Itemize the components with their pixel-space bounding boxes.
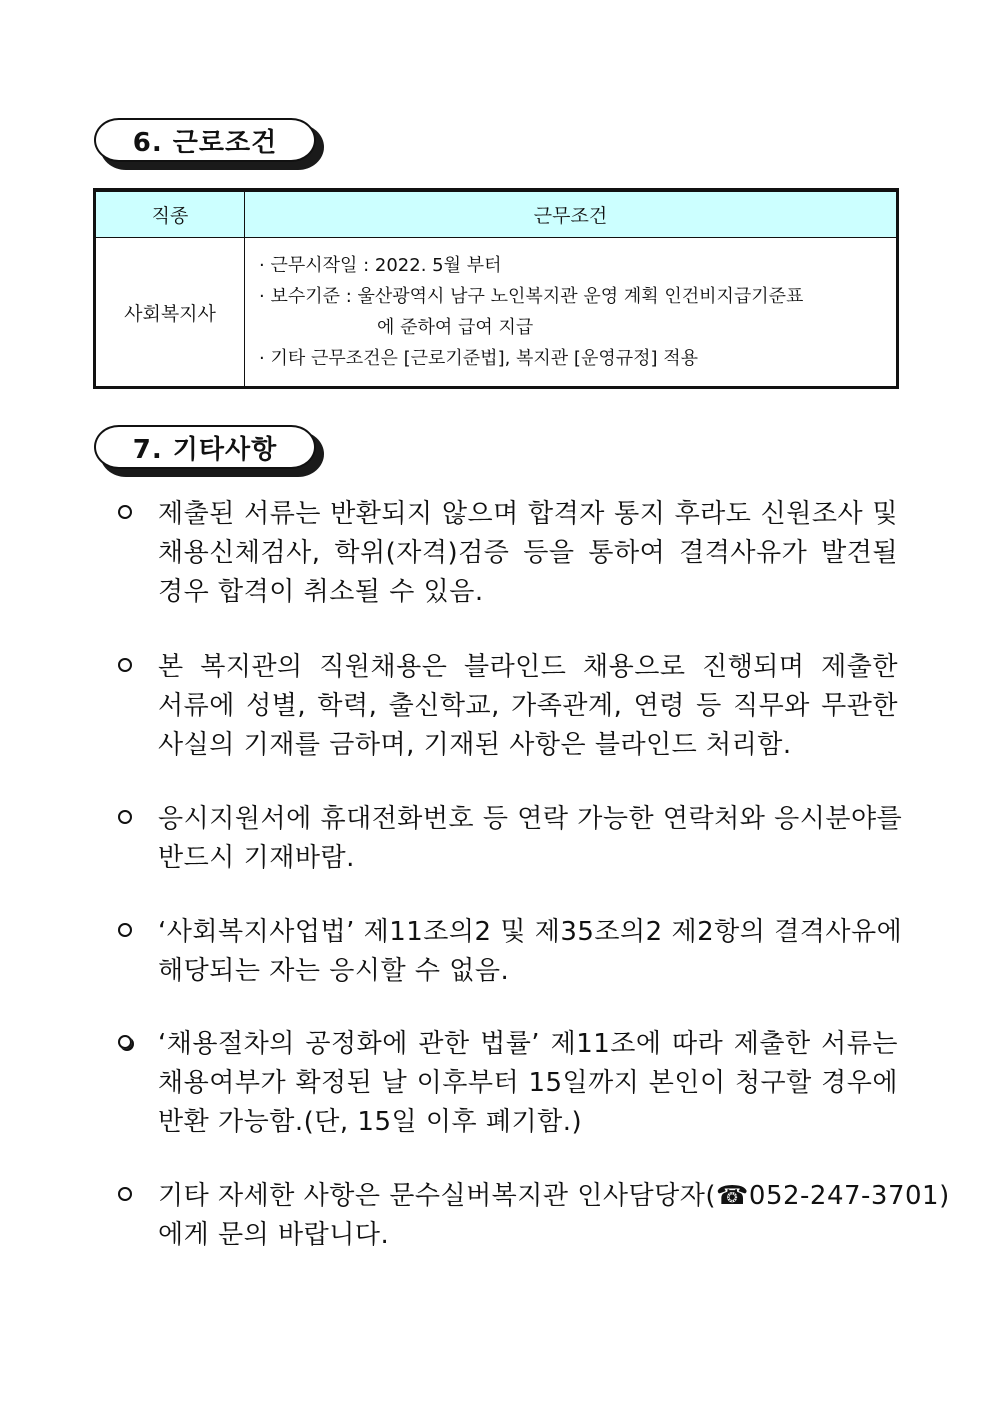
table-header-row — [96, 191, 897, 238]
section-6-title: 6. 근로조건 — [94, 118, 316, 162]
note-text: 응시지원서에 휴대전화번호 등 연락 가능한 연락처와 응시분야를 반드시 기재바람. — [158, 804, 903, 873]
note-text: ‘사회복지사업법’ 제11조의2 및 제35조의2 제2항의 결격사유에 해당되는 자는 응시할 수 없음. — [158, 917, 903, 986]
conditions-cell — [245, 238, 897, 387]
list-item — [118, 913, 903, 991]
circle-bullet-icon — [118, 1035, 132, 1049]
condition-pay-standard: · 보수기준 : 울산광역시 남구 노인복지관 운영 계획 인건비지급기준표 — [259, 286, 804, 307]
section-6-heading — [94, 118, 324, 170]
note-text: 제출된 서류는 반환되지 않으며 합격자 통지 후라도 신원조사 및 채용신체검사, 학위(자격)검증 등을 통하여 결격사유가 발견될 경우 합격이 취소될 수 있음. — [158, 499, 898, 607]
table-header-job: 직종 — [96, 191, 245, 238]
list-item — [118, 1025, 898, 1142]
section-7-heading — [94, 425, 324, 477]
work-conditions-table — [95, 190, 897, 387]
circle-bullet-icon — [118, 1187, 132, 1201]
list-item — [118, 648, 898, 765]
list-item — [118, 800, 903, 878]
note-text: 기타 자세한 사항은 문수실버복지관 인사담당자(☎052-247-3701) 에게 문의 바랍니다. — [158, 1181, 950, 1250]
note-text: 본 복지관의 직원채용은 블라인드 채용으로 진행되며 제출한 서류에 성별, 학력, 출신학교, 가족관계, 연령 등 직무와 무관한 사실의 기재를 금하며, 기재된 사항은 블라인드 처리함. — [158, 652, 898, 760]
table-row — [96, 238, 897, 387]
condition-other: · 기타 근무조건은 [근로기준법], 복지관 [운영규정] 적용 — [259, 348, 699, 369]
list-item — [118, 1177, 950, 1255]
section-7-title: 7. 기타사항 — [94, 425, 316, 469]
circle-bullet-icon — [118, 923, 132, 937]
circle-bullet-icon — [118, 810, 132, 824]
job-cell: 사회복지사 — [96, 238, 245, 387]
list-item — [118, 495, 898, 612]
note-text: ‘채용절차의 공정화에 관한 법률’ 제11조에 따라 제출한 서류는 채용여부가 확정된 날 이후부터 15일까지 본인이 청구할 경우에 반환 가능함.(단, 15일 이후 폐기함.) — [158, 1029, 898, 1137]
table-header-conditions: 근무조건 — [245, 191, 897, 238]
condition-start-date: · 근무시작일 : 2022. 5월 부터 — [259, 255, 502, 276]
circle-bullet-icon — [118, 658, 132, 672]
condition-pay-standard-cont: 에 준하여 급여 지급 — [377, 317, 534, 338]
circle-bullet-icon — [118, 505, 132, 519]
